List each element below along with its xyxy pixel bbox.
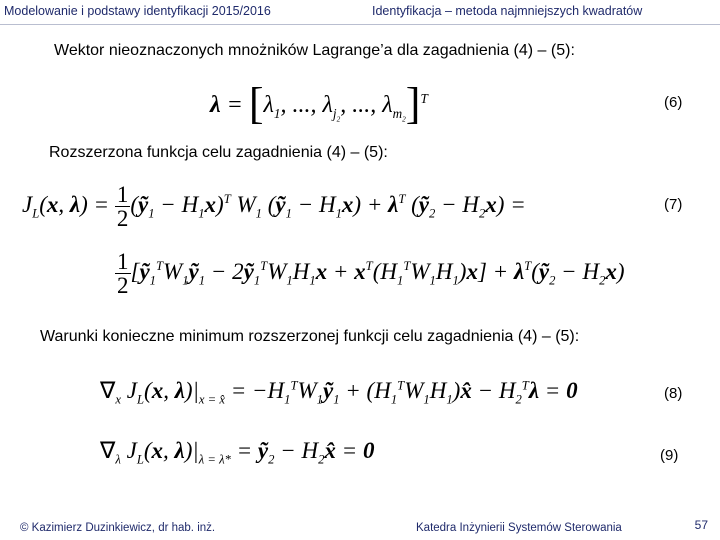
- text-lagrange-vector: Wektor nieoznaczonych mnożników Lagrange’a dla zagadnienia (4) – (5):: [54, 42, 575, 59]
- footer-author: © Kazimierz Duzinkiewicz, dr hab. inż.: [20, 522, 216, 534]
- equation-9-number: (9): [660, 447, 679, 464]
- footer-department: Katedra Inżynierii Systemów Sterowania: [416, 522, 622, 534]
- equation-9: $\nabla_\lambda$ $J_L(x$, $\lambda)|_{\lambda = \lambda*}$ = ỹ$_2$ − $H_2x̂ = 0$: [100, 438, 375, 467]
- equation-8-number: (8): [664, 385, 683, 402]
- header-rule: [0, 24, 720, 25]
- equation-7-part-2: $\frac{1}{2}$ [$ỹ_1^TW_1ỹ_1$ − $2ỹ_1^TW_1H_1x + x^T(H_1^TW_1H_1)x$] + $\lambda^T(ỹ_2 - H_2x)$: [117, 249, 625, 298]
- equation-6-number: (6): [664, 94, 683, 111]
- equation-7-part-1: $J_L(x$, λ) = $\frac{1}{2}$ (ỹ$_1$ − $H_1x)^T$ $W_1$ (ỹ$_1$ − $H_1x) + \lambda^T$ (ỹ$_2$ − $H_2x$) =: [22, 182, 526, 231]
- equation-8: $\nabla_x$ $J_L(x$, $\lambda)|_{x = x̂}$ = $-H_1^TW_1ỹ_1$ + $(H_1^TW_1H_1)x̂ - H_2^T\lambda = 0$: [100, 378, 578, 407]
- page-number: 57: [694, 518, 708, 532]
- header-right: Identyfikacja – metoda najmniejszych kwadratów: [372, 4, 643, 18]
- header-left: Modelowanie i podstawy identyfikacji 2015/2016: [4, 4, 271, 18]
- text-extended-function: Rozszerzona funkcja celu zagadnienia (4) – (5):: [49, 144, 388, 161]
- equation-6: $\lambda = [\lambda_1$, ..., $\lambda_{j_2}$, ..., $\lambda_{m_2}]^T$: [210, 79, 428, 128]
- text-necessary-conditions: Warunki konieczne minimum rozszerzonej funkcji celu zagadnienia (4) – (5):: [40, 328, 580, 345]
- equation-7-number: (7): [664, 196, 683, 213]
